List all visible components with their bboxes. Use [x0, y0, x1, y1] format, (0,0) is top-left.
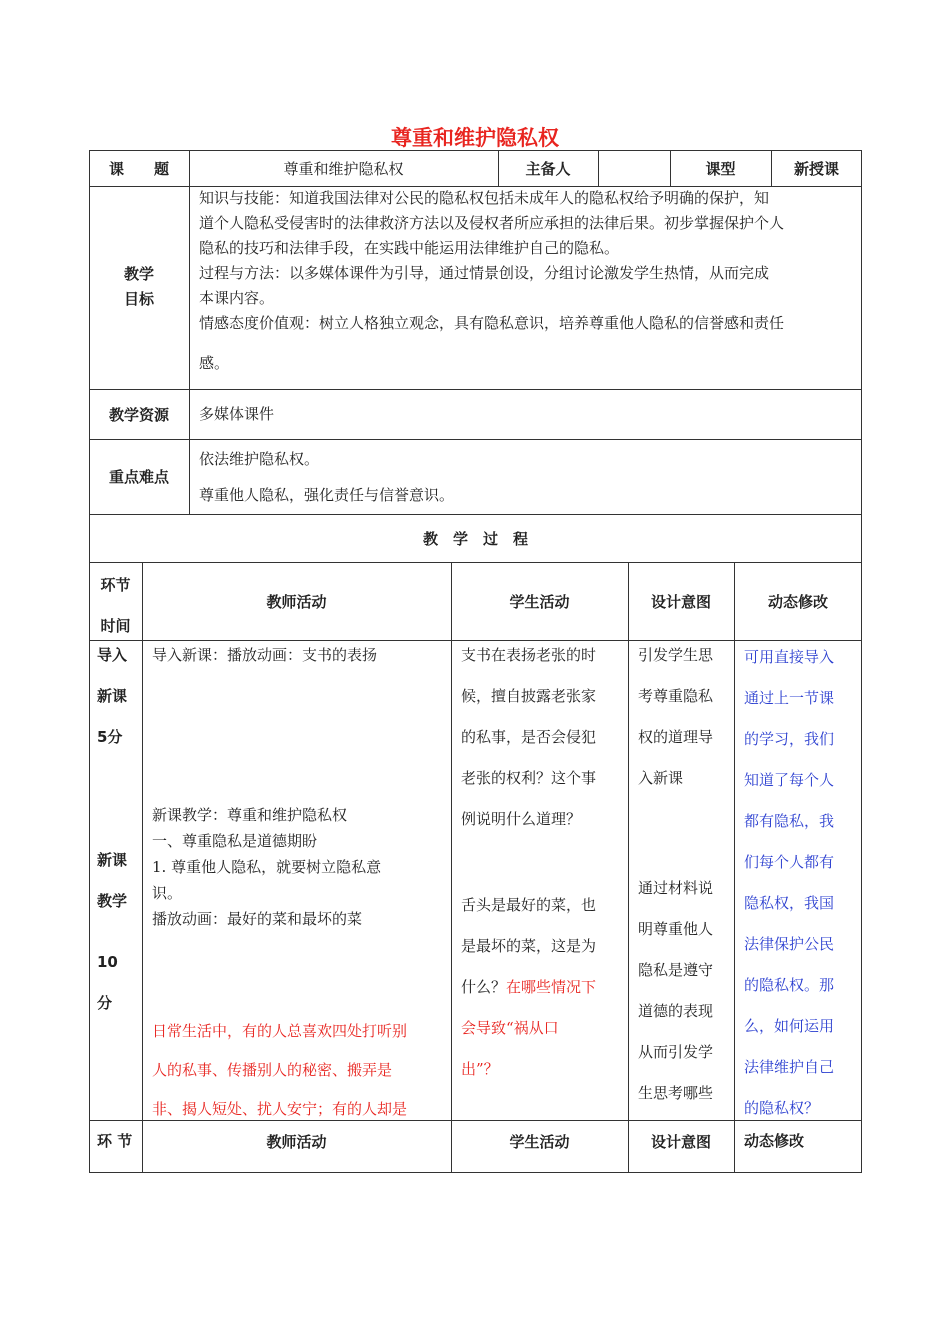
intent-line: 通过材料说: [638, 879, 714, 897]
student-line: 例说明什么道理？: [461, 810, 582, 828]
stage-line: [97, 799, 142, 840]
stage-line: 新课: [97, 851, 128, 869]
objective-line: 本课内容。: [199, 289, 275, 307]
objective-line: 知识与技能：知道我国法律对公民的隐私权包括未成年人的隐私权给予明确的保护，知: [199, 189, 770, 207]
objective-line: 情感态度价值观：树立人格独立观念，具有隐私意识，培养尊重他人隐私的信誉感和责任: [199, 314, 785, 332]
stage-line: 10: [97, 953, 118, 971]
student-line: 支书在表扬老张的时: [461, 646, 597, 664]
objective-line: 过程与方法：以多媒体课件为引导，通过情景创设，分组讨论激发学生热情，从而完成: [199, 264, 770, 282]
teacher-new-lesson: [152, 802, 447, 932]
objective-line: 隐私的技巧和法律手段，在实践中能运用法律维护自己的隐私。: [199, 239, 620, 257]
revision-line: 可用直接导入: [744, 648, 835, 666]
teacher-red-line: 人的私事、传播别人的秘密、搬弄是: [152, 1061, 393, 1079]
objectives-label-line: 教学: [123, 265, 154, 283]
key-point-line: 依法维护隐私权。: [199, 450, 320, 468]
stage-line: 新课: [97, 687, 128, 705]
preparer-label: 主备人: [525, 159, 571, 178]
student-line: 老张的权利？这个事: [461, 769, 597, 787]
objectives-text: [199, 186, 859, 376]
intent-line: 入新课: [638, 769, 684, 787]
student-line-mixed: [461, 967, 627, 1008]
teacher-line: 新课教学：尊重和维护隐私权: [152, 806, 348, 824]
row-divider: [89, 439, 862, 440]
revision-line: 的学习，我们: [744, 730, 835, 748]
student-line: 候，擅自披露老张家: [461, 687, 597, 705]
header-stage-line: 时间: [100, 617, 131, 635]
process-title: 教 学 过 程: [422, 529, 528, 548]
revision-line: 的隐私权。那: [744, 976, 835, 994]
stage-line: 导入: [97, 646, 128, 664]
student-question-1: [461, 635, 627, 840]
intent-text-1: [638, 635, 733, 799]
type-label: 课型: [705, 159, 736, 178]
header-teacher: 教师活动: [266, 592, 327, 611]
intent-line: 权的道理导: [638, 728, 714, 746]
revision-line: 法律维护自己: [744, 1058, 835, 1076]
teacher-red-line: 日常生活中，有的人总喜欢四处打听别: [152, 1022, 408, 1040]
footer-teacher-label: 教师活动: [266, 1132, 327, 1151]
revision-note: [744, 637, 860, 1129]
intent-line: 从而引发学: [638, 1043, 714, 1061]
objective-line: 感。: [199, 354, 230, 372]
intent-line: 考尊重隐私: [638, 687, 714, 705]
revision-line: 么，如何运用: [744, 1017, 835, 1035]
student-red-line: 出”？: [461, 1060, 499, 1078]
student-line: 的私事，是否会侵犯: [461, 728, 597, 746]
footer-revision-label: 动态修改: [744, 1132, 805, 1150]
student-line: 舌头是最好的菜，也: [461, 896, 597, 914]
key-point-line: 尊重他人隐私，强化责任与信誉意识。: [199, 486, 455, 504]
teacher-line: 1. 尊重他人隐私，就要树立隐私意: [152, 858, 382, 876]
stage-line: [97, 758, 142, 799]
objectives-label: [89, 262, 189, 312]
revision-line: 法律保护公民: [744, 935, 835, 953]
col-divider: [189, 150, 190, 514]
intent-line: 隐私是遵守: [638, 961, 714, 979]
document-title: 尊重和维护隐私权: [391, 126, 559, 150]
revision-line: 通过上一节课: [744, 689, 835, 707]
teacher-red-line: 非、揭人短处、扰人安宁；有的人却是: [152, 1100, 408, 1118]
revision-line: 隐私权，我国: [744, 894, 835, 912]
key-points-text: [199, 441, 454, 513]
teacher-red-text: [152, 1012, 447, 1129]
topic-label: 课 题: [108, 159, 169, 178]
col-divider: [628, 562, 629, 1173]
revision-line: 都有隐私，我: [744, 812, 835, 830]
col-divider: [142, 562, 143, 1173]
resources-value: 多媒体课件: [199, 405, 275, 423]
objective-line: 道个人隐私受侵害时的法律救济方法以及侵权者所应承担的法律后果。初步掌握保护个人: [199, 214, 785, 232]
intent-line: 引发学生思: [638, 646, 714, 664]
footer-student-label: 学生活动: [509, 1132, 570, 1151]
student-line-red: 在哪些情况下: [506, 978, 597, 996]
col-divider: [451, 562, 452, 1173]
footer-intent-label: 设计意图: [650, 1132, 711, 1151]
stage-line: 5分: [97, 728, 123, 746]
teacher-line: 识。: [152, 884, 183, 902]
objectives-label-line: 目标: [123, 290, 154, 308]
intent-line: 明尊重他人: [638, 920, 714, 938]
revision-line: 们每个人都有: [744, 853, 835, 871]
revision-line: 知道了每个人: [744, 771, 835, 789]
footer-stage-label: 环 节: [97, 1132, 133, 1150]
stage-line: 分: [97, 994, 113, 1012]
student-line-black: 什么？: [461, 978, 507, 996]
student-line: 是最坏的菜，这是为: [461, 937, 597, 955]
stage-line: 教学: [97, 892, 128, 910]
resources-label: 教学资源: [108, 405, 169, 424]
intent-line: 生思考哪些: [638, 1084, 714, 1102]
teacher-line: 播放动画：最好的菜和最坏的菜: [152, 910, 363, 928]
teacher-line: 一、尊重隐私是道德期盼: [152, 832, 318, 850]
stage-column: [97, 635, 142, 1024]
preparer-value: [598, 150, 670, 186]
header-student: 学生活动: [509, 592, 570, 611]
key-points-label: 重点难点: [108, 468, 169, 486]
col-divider: [734, 562, 735, 1173]
topic-value: 尊重和维护隐私权: [283, 159, 404, 178]
header-revision: 动态修改: [767, 592, 828, 611]
header-intent: 设计意图: [650, 592, 711, 611]
student-red-line: 会导致“祸从口: [461, 1019, 559, 1037]
type-value: 新授课: [793, 159, 839, 178]
intent-text-2: [638, 868, 733, 1114]
intent-line: 道德的表现: [638, 1002, 714, 1020]
teacher-intro: 导入新课：播放动画：支书的表扬: [152, 646, 378, 664]
header-stage-line: 环节: [100, 576, 131, 594]
student-question-2: [461, 885, 627, 1090]
revision-line: 的隐私权？: [744, 1099, 820, 1117]
